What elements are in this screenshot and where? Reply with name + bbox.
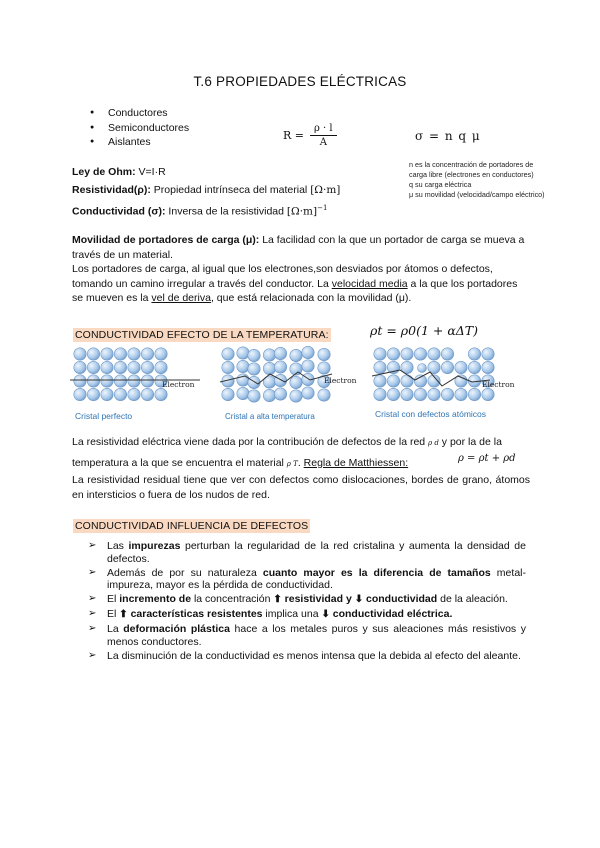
atom — [237, 374, 249, 386]
formula-lhs: R = — [283, 129, 304, 142]
atom — [274, 388, 286, 400]
paragraph-text: y por la de la temperatura a la que se encuentra el material — [72, 436, 502, 469]
atom — [290, 376, 302, 388]
list-item: ➢ Además de por su naturaleza cuanto mayor es la diferencia de tamaños metal-impureza, mayor es la pérdida de conductividad. — [88, 567, 526, 592]
note-line: n es la concentración de portadores de — [409, 160, 534, 169]
vel-deriva-link: vel de deriva — [151, 292, 211, 305]
ohm-label: Ley de Ohm: — [72, 166, 136, 178]
atom — [141, 388, 153, 400]
mobility-text: Los portadores de carga, al igual que los electrones,son desviados por átomos o defectos, tomando un camino irregular a través del conductor. La — [72, 263, 493, 290]
atom — [387, 388, 399, 400]
rho-d-symbol: ρ d — [428, 439, 439, 447]
atom — [155, 361, 167, 373]
page-title: T.6 PROPIEDADES ELÉCTRICAS — [193, 74, 407, 89]
list-item: ● Aislantes — [90, 135, 189, 150]
atom — [74, 375, 86, 387]
atom — [141, 375, 153, 387]
conductivity-exponent: −1 — [317, 204, 328, 212]
atom — [87, 361, 99, 373]
atom — [74, 388, 86, 400]
atom — [141, 348, 153, 360]
conductivity-text: Inversa de la resistividad — [165, 205, 287, 218]
list-item: ➢ El incremento de la concentración ⬆ resistividad y ⬇ conductividad de la aleación. — [88, 593, 526, 607]
atom — [374, 388, 386, 400]
atom — [114, 388, 126, 400]
atom — [428, 348, 440, 360]
atom — [387, 348, 399, 360]
caption-defects: Cristal con defectos atómicos — [375, 409, 487, 419]
list-item: ● Conductores — [90, 106, 189, 121]
caption-high-temp: Cristal a alta temperatura — [225, 412, 315, 421]
atom — [455, 361, 467, 373]
atom — [318, 389, 330, 401]
atom — [114, 375, 126, 387]
resistivity-line — [72, 183, 340, 197]
atom — [128, 375, 140, 387]
section-heading-text: CONDUCTIVIDAD EFECTO DE LA TEMPERATURA: — [75, 329, 329, 341]
atom — [101, 348, 113, 360]
atom — [401, 388, 413, 400]
arrow-up-icon: ⬆ — [119, 609, 128, 621]
caption-perfect: Cristal perfecto — [75, 411, 133, 421]
fraction-denominator: A — [319, 137, 327, 148]
list-item: ➢ El ⬆ características resistentes implica una ⬇ conductividad eléctrica. — [88, 608, 526, 622]
resistance-formula — [283, 123, 337, 148]
atom — [387, 375, 399, 387]
atom — [128, 388, 140, 400]
atom — [128, 348, 140, 360]
note-line: carga libre (electrones en conductores) — [409, 170, 534, 179]
atom — [414, 388, 426, 400]
residual-paragraph: La resistividad residual tiene que ver con defectos como dislocaciones, bordes de grano, átomos en intersticios o fuera de los nudos de red. — [72, 474, 530, 501]
atom — [237, 360, 249, 372]
atom — [263, 389, 275, 401]
formula-notes — [409, 160, 599, 200]
atom — [401, 348, 413, 360]
atom — [114, 348, 126, 360]
atom — [101, 361, 113, 373]
atom — [101, 375, 113, 387]
atom — [482, 388, 494, 400]
atom — [263, 349, 275, 361]
atom — [87, 348, 99, 360]
atom — [482, 361, 494, 373]
fraction-numerator: ρ · l — [310, 123, 337, 136]
atom — [401, 375, 413, 387]
atom — [274, 361, 286, 373]
atom — [114, 361, 126, 373]
resistivity-label: Resistividad(ρ): — [72, 184, 151, 196]
atom — [428, 388, 440, 400]
atom — [263, 362, 275, 374]
mobility-text: La facilidad con la que un portador de carga se mueva a través de un material. — [72, 234, 525, 261]
atom — [455, 388, 467, 400]
atom — [248, 349, 260, 361]
atom — [237, 347, 249, 359]
mobility-text: a la que los portadores se mueven es la — [72, 277, 518, 305]
ohm-law-line — [72, 165, 166, 179]
atom — [155, 388, 167, 400]
atom — [374, 348, 386, 360]
section-heading-defects — [73, 516, 310, 534]
mobility-paragraph — [72, 233, 530, 306]
atom — [248, 390, 260, 402]
atom — [441, 361, 453, 373]
mobility-text: , que está relacionada con la movilidad (μ). — [210, 292, 412, 305]
section-heading-text: CONDUCTIVIDAD INFLUENCIA DE DEFECTOS — [75, 520, 309, 532]
atom — [248, 376, 260, 388]
matthiessen-formula: ρ = ρt + ρd — [458, 453, 516, 464]
atom — [482, 348, 494, 360]
paragraph-text: La resistividad eléctrica viene dada por la contribución de defectos de la red — [72, 436, 429, 448]
section-heading-temperature — [73, 325, 331, 343]
atom — [468, 361, 480, 373]
atom — [222, 388, 234, 400]
electron-label: Electron — [482, 380, 515, 389]
atom — [302, 360, 314, 372]
defects-list — [88, 540, 526, 664]
atom — [318, 362, 330, 374]
temperature-formula: ρt = ρ0(1 + αΔT) — [370, 323, 479, 338]
rho-t-symbol: ρ T — [286, 460, 298, 468]
ohm-text: V=I·R — [135, 166, 166, 178]
atom — [290, 390, 302, 402]
atom — [128, 361, 140, 373]
atom — [155, 348, 167, 360]
atom — [468, 348, 480, 360]
atom — [274, 347, 286, 359]
figure-perfect-crystal — [70, 348, 200, 401]
atom — [302, 346, 314, 358]
arrow-up-icon: ⬆ — [273, 594, 282, 606]
resistivity-unit: [Ω·m] — [310, 184, 341, 196]
mobility-label: Movilidad de portadores de carga (μ): — [72, 234, 260, 246]
resistivity-text: Propiedad intrínseca del material — [150, 184, 311, 196]
atom — [441, 388, 453, 400]
list-item: ● Semiconductores — [90, 121, 189, 136]
paragraph-text: . — [297, 457, 304, 469]
fraction — [310, 123, 337, 148]
conductivity-formula: σ = n q μ — [415, 129, 481, 143]
atom — [302, 387, 314, 399]
atom — [101, 388, 113, 400]
atom — [74, 361, 86, 373]
atom — [222, 361, 234, 373]
arrow-down-icon: ⬇ — [354, 594, 364, 606]
atom — [222, 348, 234, 360]
list-item: ➢ Las impurezas perturban la regularidad de la red cristalina y aumenta la densidad de defectos. — [88, 540, 526, 565]
atom — [248, 363, 260, 375]
matthiessen-rule: Regla de Matthiessen: — [303, 457, 409, 469]
atom — [290, 349, 302, 361]
list-item: ➢ La disminución de la conductividad es menos intensa que la debida al efecto del aleante. — [88, 650, 526, 663]
atom — [418, 364, 427, 373]
atom — [87, 388, 99, 400]
material-types-list — [90, 106, 189, 150]
note-line: μ su movilidad (velocidad/campo eléctrico) — [409, 190, 545, 199]
atom — [74, 348, 86, 360]
atom — [141, 361, 153, 373]
atom — [374, 375, 386, 387]
note-line: q su carga eléctrica — [409, 180, 472, 189]
conductivity-unit: [Ω·m] — [286, 205, 318, 218]
figure-defect-crystal — [372, 348, 494, 401]
atom — [87, 375, 99, 387]
figure-high-temp-crystal — [220, 346, 332, 402]
conductivity-line — [72, 201, 327, 219]
atom — [441, 348, 453, 360]
arrow-down-icon: ⬇ — [321, 609, 330, 621]
conductivity-label: Conductividad (σ): — [72, 205, 166, 218]
crystal-figures — [70, 346, 530, 424]
list-item: ➢ La deformación plástica hace a los metales puros y sus aleaciones más resistivos y menos conductores. — [88, 623, 526, 648]
atom — [274, 374, 286, 386]
atom — [374, 361, 386, 373]
electron-label: Electron — [324, 376, 357, 385]
atom — [237, 387, 249, 399]
atom — [468, 388, 480, 400]
electron-label: Electron — [162, 380, 195, 389]
atom — [318, 348, 330, 360]
velocidad-media-link: velocidad media — [331, 277, 408, 290]
atom — [414, 348, 426, 360]
